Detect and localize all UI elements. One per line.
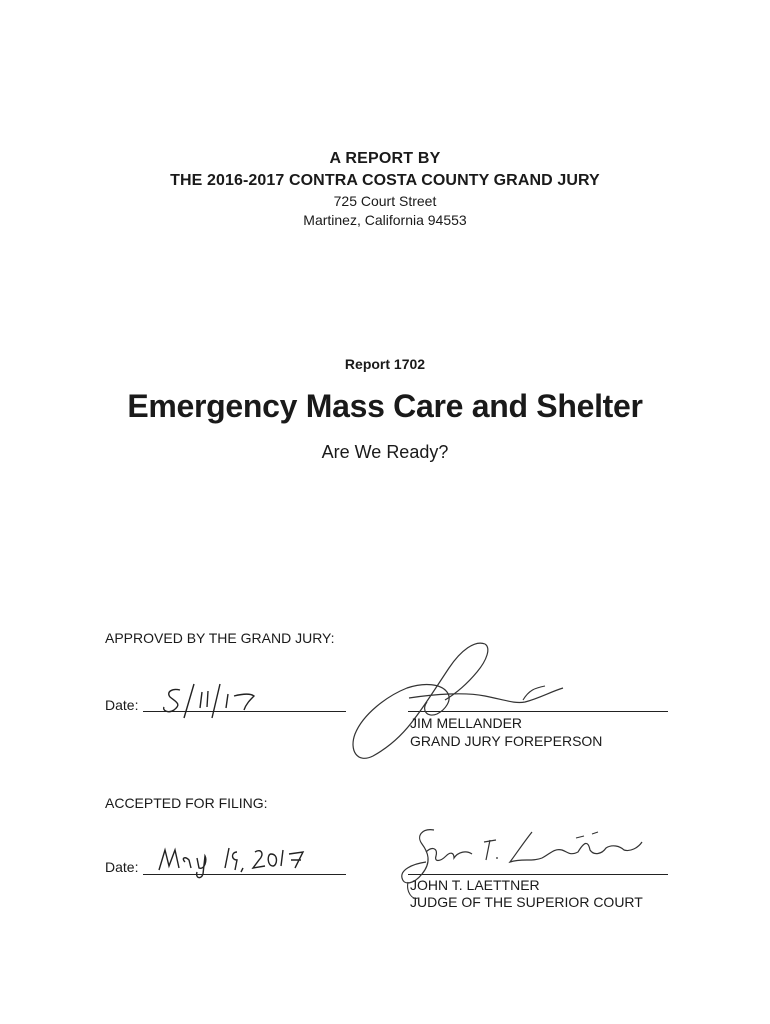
judge-title: JUDGE OF THE SUPERIOR COURT	[410, 894, 643, 910]
report-header	[0, 148, 770, 230]
report-number: Report 1702	[344, 356, 426, 372]
approved-label: APPROVED BY THE GRAND JURY:	[105, 630, 335, 646]
header-line-report-by: A REPORT BY	[329, 150, 441, 167]
header-line-grand-jury: THE 2016-2017 CONTRA COSTA COUNTY GRAND JURY	[170, 172, 600, 189]
judge-name: JOHN T. LAETTNER	[410, 877, 540, 893]
report-subtitle: Are We Ready?	[321, 442, 449, 462]
filing-date-label: Date:	[105, 859, 139, 875]
foreperson-name: JIM MELLANDER	[410, 715, 523, 731]
approval-handwritten-date	[150, 680, 270, 720]
header-address-city: Martinez, California 94553	[303, 212, 467, 228]
foreperson-title: GRAND JURY FOREPERSON	[410, 733, 603, 749]
approval-date-label: Date:	[105, 697, 139, 713]
filing-handwritten-date	[155, 840, 325, 880]
report-title: Emergency Mass Care and Shelter	[127, 388, 643, 424]
header-address-street: 725 Court Street	[333, 193, 437, 209]
accepted-label: ACCEPTED FOR FILING:	[105, 795, 268, 811]
